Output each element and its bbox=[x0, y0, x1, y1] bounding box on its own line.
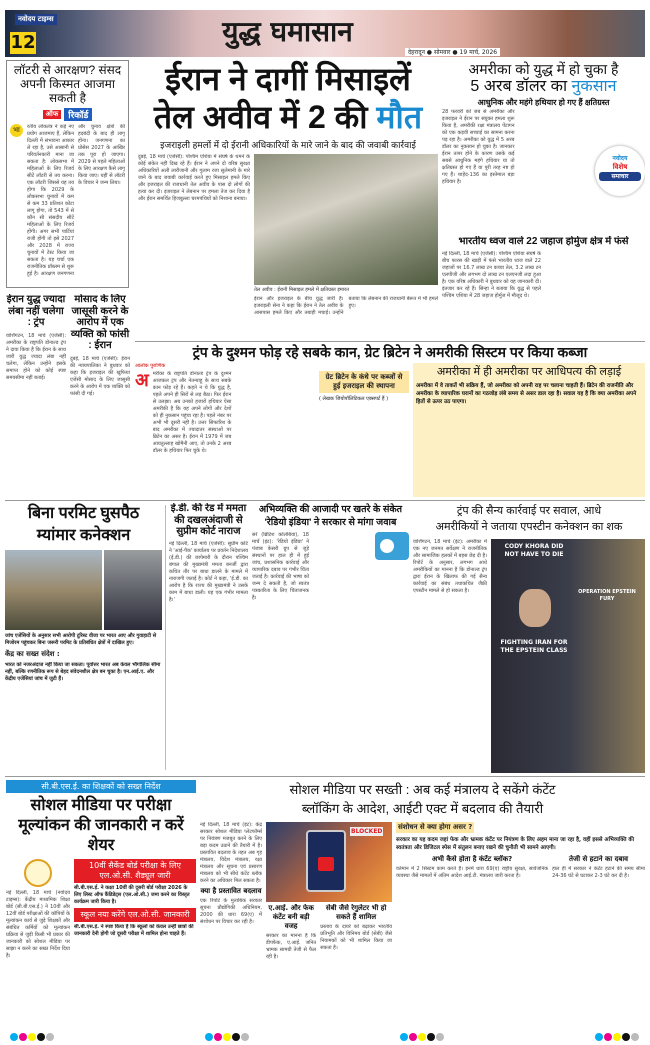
us-loss-subhead: आधुनिक और महंगे हथियार हो गए हैं क्षतिग्रस्त bbox=[477, 98, 610, 107]
us-loss-headline: अमरीका को युद्ध में हो चुका है 5 अरब डॉलर का नुकसान bbox=[468, 61, 619, 95]
trump-short-headline: ईरान युद्ध ज्यादा लंबा नहीं चलेगा : ट्रंप bbox=[6, 294, 66, 328]
lottery-column bbox=[6, 60, 129, 288]
page-number: 12 bbox=[10, 32, 36, 53]
sub-sebi-body: प्रस्ताव के दायरे को बढ़ाकर भारतीय प्रतिभूति और विनिमय बोर्ड (सेबी) जैसे नियामकों को भी शामिल किया जा सकता है। bbox=[320, 924, 392, 951]
lead-story bbox=[138, 60, 438, 338]
ed-body: नई दिल्ली, 18 मार्च (एजेंसी): सुप्रीम कोर्ट ने 'आई-पैक' कार्यालय पर प्रवर्तन निदेशालय (ई.डी.) की छापेमारी के दौरान पश्चिम बंगाल की मुख्यमंत्री ममता बनर्जी द्वारा कथित तौर पर बाधा डालने के मामले में नाराजगी जताई है। कोर्ट ने कहा, 'ई.डी. का आरोप है कि राज्य की मुख्यमंत्री ने उसके काम में बाधा डाली। यह एक गंभीर मामला है।' bbox=[169, 540, 248, 603]
epstein-photo: CODY KHORA DID NOT HAVE TO DIE FIGHTING IRAN FOR THE EPSTEIN CLASS OPERATION EPSTEIN FURY bbox=[491, 539, 645, 773]
socialmedia-body: नई दिल्ली, 18 मार्च (इंट): केंद्र सरकार सोशल मीडिया प्लेटफॉर्म्स पर नियंत्रण मजबूत करने के लिए बड़ा कदम उठाने की तैयारी में है। प्रस्तावित बदलाव के तहत अब गृह मंत्रालय, विदेश मंत्रालय, रक्षा मंत्रालय और सूचना एवं प्रसारण मंत्रालय को भी सीधे कंटेंट ब्लॉक करने का अधिकार मिल सकता है। bbox=[200, 822, 262, 884]
britain-author-note: ( लेखक जियोपॉलिटिकल एक्सपर्ट हैं ) bbox=[319, 396, 389, 403]
lead-body: दुबई, 18 मार्च (एजेंसी): पश्चिम एशिया में संघर्ष के थमने के कोई संकेत नहीं दिख रहे हैं। ईरान ने अपने दो वरिष्ठ सुरक्षा अधिकारियों अली लारीजानी और गुलाम रजा सुलेमानी के मारे जाने के बाद जवाबी कार्रवाई करते हुए मिसाइल हमले किए और इजराइल की राजधानी तेल अवीव के पास दो लोगों की हत्या कर दी। इजराइल ने लेबनान पर हमला तेज कर दिया है और ईरान समर्थित हिजबुल्ला चरमपंथियों को निशाना बनाया। bbox=[138, 154, 250, 203]
myanmar-subhead: केंद्र का सख्त संदेश : bbox=[5, 650, 60, 658]
cbse-seal bbox=[24, 859, 52, 887]
us-loss-story bbox=[442, 60, 645, 232]
section-title: युद्ध घमासान bbox=[222, 15, 353, 48]
epstein-story bbox=[413, 503, 645, 773]
brand-logo: नवोदय टाइम्स bbox=[15, 14, 57, 25]
divider bbox=[5, 500, 645, 501]
impact-box-headline: संशोधन से क्या होगा असर ? bbox=[398, 823, 473, 831]
myanmar-photo-2 bbox=[104, 550, 162, 630]
britain-pullquote: ग्रेट ब्रिटेन के कंधे पर कब्जों से हुई इजराइल की स्थापना bbox=[319, 371, 409, 393]
mossad-body: दुबई, 18 मार्च (एजेंसी): ईरान की न्यायपालिका ने बुधवार को कहा कि इजराइल की खुफिया एजेंसी मोसाद के लिए जासूसी करने के आरोप में एक व्यक्ति को फांसी दी गई। bbox=[70, 355, 130, 397]
lottery-body: रतीय लोकतंत्र ने कई नए प्रयोग आजमाए हैं, लेकिन दिल्ली में संभावना आकार ले रहा है, उसे आसानी से परिवर्तनकारी माना जा सकता है: लोकसभा में महिलाओं के लिए रिजर्व सीटें लॉटरी से तय करना। एक लॉटरी जिससे यह तय होगा कि 2029 के लोकसभा चुनावों में कम से कम 33 प्रतिशत कोटा लागू होगा, तो 543 में से कौन सी संसदीय सीटें महिलाओं के लिए रिजर्व होंगी। अगर सभी पार्टियां राजी होंगी तो इसे 2027 और 2028 में राज्य चुनावों में टेस्ट किया जा सकता है। यह चर्चा एक राजनीतिक प्रॉब्लम से शुरू हुई है। आरक्षण जनगणना और चुनाव क्षेत्रों की हदबंदी के बाद ही लागू होना। जनगणना का प्रोसेस 2027 के आखिर तक पूरा हो जाएगा। 2029 से पहले महिलाओं के लिए आरक्षण कैसे लागू किया जाए। यहीं से लॉटरी के विचार ने जन्म लिया। bbox=[27, 124, 125, 278]
radio-story bbox=[252, 503, 409, 773]
sub-proposed-body: एक रिपोर्ट के मुताबिक सरकार सूचना प्रौद्योगिकी अधिनियम, 2000 की धारा 69(ए) में संशोधन पर विचार कर रही है। bbox=[200, 898, 262, 925]
sub-fast-removal: तेजी से हटाने का दबाव bbox=[569, 855, 629, 863]
sub-proposed-change: क्या है प्रस्तावित बदलाव bbox=[200, 887, 262, 895]
special-news-badge: नवोदय विशेष समाचार bbox=[595, 146, 645, 196]
trump-short-story bbox=[6, 294, 66, 494]
lead-photo-caption: तेल अवीव : ईरानी मिसाइल हमले में क्षतिग्रस्त इमारत bbox=[254, 287, 349, 293]
ships-headline: भारतीय ध्वज वाले 22 जहाज होर्मुज क्षेत्र में फंसे bbox=[458, 236, 629, 247]
impact-box-body: सरकार का यह कदम जहां फेक और भ्रामक कंटेंट पर नियंत्रण के लिए अहम माना जा रहा है, वहीं इससे अभिव्यक्ति की स्वतंत्रता और डिजिटल स्पेस में संतुलन बनाए रखने की चुनौती भी सामने आएगी। bbox=[396, 837, 635, 851]
color-registration-marks bbox=[10, 1026, 640, 1045]
blocked-illustration: BLOCKED bbox=[266, 822, 392, 902]
myanmar-caption: जांच एजेंसियों के अनुसार सभी आरोपी टूरिस्ट वीजा पर भारत आए और गुवाहाटी से मिजोरम पहुंचकर बिना जरूरी परमिट के प्रतिबंधित क्षेत्रों में दाखिल हुए। bbox=[5, 633, 157, 646]
sub-ai-body: सरकार का मानना है कि डीपफेक, ए.आई. जनित भ्रामक सामग्री तेजी से फैल रही है। bbox=[266, 933, 317, 960]
lead-headline: ईरान ने दागीं मिसाइलें तेल अवीव में 2 की मौत bbox=[153, 61, 423, 135]
mossad-headline: मोसाद के लिए जासूसी करने के आरोप में एक व्यक्ति को फांसी : ईरान bbox=[70, 294, 130, 351]
school-body: सी.बी.एस.ई. ने स्पष्ट किया है कि स्कूलों को केवल उन्हीं छात्रों की जानकारी देनी होगी जो दूसरी परीक्षा में शामिल होना चाहते हैं। bbox=[74, 924, 194, 937]
loc-banner: 10वीं सैकेंड बोर्ड परीक्षा के लिए एल.ओ.सी. शैड्यूल जारी bbox=[74, 859, 196, 883]
cbse-body: नई दिल्ली, 18 मार्च (नवोदय टाइम्स): केंद्रीय माध्यमिक शिक्षा बोर्ड (सी.बी.एस.ई.) ने 10वीं और 12वीं बोर्ड परीक्षाओं की कॉपियों के मूल्यांकन कार्य से जुड़े शिक्षकों और संबंधित कर्मियों को मूल्यांकन प्रक्रिया से जुड़ी किसी भी प्रकार की जानकारी को सोशल मीडिया पर साझा न करने का सख्त निर्देश दिया है। bbox=[6, 890, 70, 959]
myanmar-photo-1 bbox=[5, 550, 102, 630]
school-banner: स्कूल नया करेंगे एल.ओ.सी. जानकारी bbox=[74, 908, 196, 922]
britain-byline: आलोक पुराणिक bbox=[135, 363, 166, 370]
ships-body: नई दिल्ली, 18 मार्च (एजेंसी): पश्चिम एशिया संघर्ष के बीच फारस की खाड़ी में फंसे भारतीय ध्वज वाले 22 जहाजों पर 16.7 लाख टन कच्चा तेल, 3.2 लाख टन एलपीजी और लगभग दो लाख टन एलएनजी लदा हुआ है। एक वरिष्ठ अधिकारी ने बुधवार को यह जानकारी दी। इंतजार कर रहे हैं। सिन्हा ने बताया कि युद्ध से पहले पश्चिम एशिया में 28 जहाज होर्मुज में मौजूद थे। bbox=[442, 250, 541, 299]
epstein-body: वाशिंगटन, 18 मार्च (इंट): अमरीका में एक नए जनमत सर्वेक्षण ने राजनीतिक और सामाजिक हलकों में बहस छेड़ दी है। रिपोर्ट के अनुसार, लगभग आधे अमरीकियों का मानना है कि डोनाल्ड ट्रंप द्वारा ईरान के खिलाफ की गई सैन्य कार्रवाई का संबंध तथाकथित जैफ्री एपस्टीन मामले से हो सकता है। bbox=[413, 539, 487, 594]
britain-sidebox: अमरीका में ही अमरीका पर आधिपत्य की लड़ाई अमरीका में वे ताकतें भी सक्रिय हैं, जो अमरीका को अपनी राह पर चलाना चाहती हैं। ब्रिटेन की राजनीति और अमरीका के व्यापारिक घरानों का गठजोड़ लंबे समय से असर डाल रहा है। सवाल यह है कि क्या अमरीका अपने हितों से ऊपर उठ पाएगा। bbox=[413, 363, 645, 497]
socialmedia-story bbox=[200, 780, 645, 1020]
trump-short-body: वाशिंगटन, 18 मार्च (एजेंसी): अमरीका के राष्ट्रपति डोनाल्ड ट्रंप ने दावा किया है कि ईरान के साथ जारी युद्ध ज्यादा लंबा नहीं चलेगा, लेकिन उन्होंने इसके समाप्त होने को कोई स्पष्ट समयसीमा नहीं बताई। bbox=[6, 332, 66, 381]
cbse-headline: सोशल मीडिया पर परीक्षा मूल्यांकन की जानकारी न करें शेयर bbox=[18, 797, 184, 854]
divider bbox=[165, 505, 166, 770]
britain-headline: ट्रंप के दुश्मन फोड़ रहे सबके कान, ग्रेट ब्रिटेन ने अमरीकी सिस्टम पर किया कब्जा bbox=[192, 344, 588, 360]
sub-current-blocking: अभी कैसे होता है कंटेंट ब्लॉक? bbox=[431, 855, 513, 863]
divider bbox=[5, 776, 645, 777]
lead-photo bbox=[254, 154, 438, 285]
lead-subhead: इजराइली हमलों में दो ईरानी अधिकारियों के मारे जाने के बाद की जवाबी कार्रवाई bbox=[160, 140, 416, 150]
britain-dropcap: अ bbox=[135, 371, 149, 392]
sub-sebi: सेबी जैसे रेगुलेटर भी हो सकते हैं शामिल bbox=[325, 904, 387, 921]
off-record-badge: ऑफ रिकॉर्ड bbox=[10, 108, 125, 121]
myanmar-story bbox=[5, 503, 162, 773]
drop-cap: भा bbox=[10, 124, 23, 137]
loc-body: सी.बी.एस.ई. ने कक्षा 10वीं की दूसरी बोर्ड परीक्षा 2026 के लिए लिस्ट ऑफ कैंडिडेट्स (एल.ओ.सी.) जमा करने का विस्तृत कार्यक्रम जारी किया है। bbox=[74, 885, 190, 905]
ships-story bbox=[442, 236, 645, 338]
myanmar-headline: बिना परमिट घुसपैठ म्यांमार कनेक्शन bbox=[27, 505, 140, 544]
radio-body: सरे (ब्रिटिश कोलंबिया), 18 मार्च (इंट): 'रेडियो इंडिया' ने पंजाब केसरी ग्रुप से जुड़े संस्थानों पर हाल ही में हुई जांच, प्रशासनिक कार्रवाई और व्यापारिक दबाव पर गंभीर चिंता जताई है। कार्रवाई की भाषा को जन्म दे सकती है, जो स्वतंत्र पत्रकारिता के लिए चिंताजनक है। bbox=[252, 532, 309, 601]
epstein-headline: ट्रंप की सैन्य कार्रवाई पर सवाल, आधे अमरीकियों ने जताया एपस्टीन कनेक्शन का शक bbox=[435, 505, 623, 533]
socialmedia-headline: सोशल मीडिया पर सख्ती : अब कई मंत्रालय दे सकेंगे कंटेंट ब्लॉकिंग के आदेश, आईटी एक्ट में बदलाव की तैयारी bbox=[289, 782, 556, 816]
mossad-story bbox=[70, 294, 130, 494]
us-loss-body: 28 फरवरी को जब से अमरीका और इजराइल ने ईरान पर संयुक्त हमला शुरू किया है, अमरीकी रक्षा मंत्रालय पेंटागन को एक कड़वी सच्चाई का सामना करना पड़ रहा है। अमरीका को युद्ध में 5 अरब डॉलर का नुकसान हो चुका है। जानकार ईरान तत्पर होने के कारण उसके कई सबसे आधुनिक महंगे हथियार या तो क्षतिग्रस्त हो गए हैं या पूरी तरह नष्ट हो गए हैं। शाहेद-136 का इस्तेमाल बड़ा हथियार है। bbox=[442, 109, 515, 186]
myanmar-body: भारत को नजरअंदाज नहीं किया जा सकता। पूर्वोत्तर भारत अब केवल भौगोलिक सीमा नहीं, बल्कि रणनीतिक रूप से बेहद संवेदनशील क्षेत्र बन चुका है। एन.आई.ए. और केंद्रीय एजेंसियां जांच में जुटी हैं। bbox=[5, 662, 161, 682]
radio-icon bbox=[375, 532, 409, 560]
sub-current-body: वर्तमान में 2 सिस्टम काम करते हैं। इनमें धारा 69(ए) राष्ट्रीय सुरक्षा, सार्वजनिक व्यवस्था जैसे मामलों में अंतिम आदेश आई.टी. मंत्रालय जारी करता है। bbox=[396, 866, 549, 879]
cbse-banner: सी.बी.एस.ई. का शिक्षकों को सख्त निर्देश bbox=[6, 780, 196, 793]
divider bbox=[135, 341, 645, 342]
britain-body: मरीका के राष्ट्रपति डोनाल्ड ट्रंप के दुश्मन आजकल ट्रंप और नेतन्याहू के साथ सबके कान फोड़ रहे हैं। कहते न थे कि युद्ध है, पहले अपने ही सिरों से लड़ बैठा। फिर ईरान से उलझा। अब उनको हजारों हथियार ऐसा अमरीकी है कि यह अपने लोगों और देशों को ही नुकसान पहुंचा रहा है। पहले नंबर पर अभी भी दूसरी नहीं है। उत्तर सिफारिश के बाद अमरीका में ज्यादातर संस्थाओं पर ब्रिटेन का असर है। ईरान में 1979 में जब आयतुल्लाह खोमैनी आए, तो उनके 2 अरब डॉलर के हथियार फिर चुके थे। bbox=[152, 371, 232, 455]
sub-ai: ए.आई. और फेक कंटेंट बनी बड़ी वजह bbox=[268, 904, 314, 930]
radio-headline: अभिव्यक्ति की आजादी पर खतरे के संकेत 'रेडियो इंडिया' ने सरकार से मांगा जवाब bbox=[258, 504, 403, 528]
ed-story bbox=[169, 503, 248, 773]
lottery-headline: लॉटरी से आरक्षण? संसद अपनी किस्मत आजमा सकती है bbox=[13, 63, 122, 105]
cbse-story bbox=[6, 780, 196, 1020]
lead-body-2: ईरान और इजराइल के बीच युद्ध जारी है। इजराइली सेना ने कहा कि ईरान ने तेल अवीव के आसपास हमले किए और तबाही मचाई। उन्होंने बताया कि लेबनान की राजधानी बेरूत में भी हमले हुए। bbox=[254, 296, 438, 316]
britain-story bbox=[135, 344, 645, 497]
dateline: देहरादून ● सोमवार ● 19 मार्च, 2026 bbox=[405, 48, 500, 56]
sub-fast-body: हाल ही में सरकार ने कंटेंट हटाने की समय सीमा 24-36 घंटे से घटाकर 2-3 घंटे कर दी है। bbox=[552, 866, 645, 879]
ed-headline: ई.डी. की रेड में ममता की दखलअंदाजी से सुप्रीम कोर्ट नाराज bbox=[170, 503, 247, 537]
